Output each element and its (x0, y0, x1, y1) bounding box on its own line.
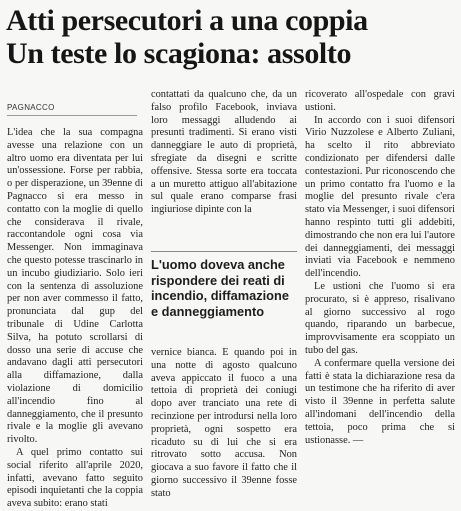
headline-line-2: Un teste lo scagiona: assolto (6, 37, 352, 70)
location-kicker: PAGNACCO (7, 103, 55, 112)
pullquote: L'uomo doveva anche rispondere dei reati di incendio, diffamazione e danneggiamento (151, 257, 289, 319)
paragraph: A quel primo contatto sui social riferito all'aprile 2020, infatti, avevano fatto seguito episodi inquietanti che la coppia aveva subito: erano stati (7, 446, 143, 510)
paragraph: contattati da qualcuno che, da un falso profilo Facebook, inviava loro messaggi alludendo ai presunti tradimenti. Si erano visti danneggiare le auto di proprietà, sfregiate da disegni e scritte offensive. Stessa sorte era toccata a un muretto attiguo all'abitazione sul quale erano comparse frasi ingiuriose dipinte con la (151, 89, 297, 216)
body-column-3 (305, 89, 455, 447)
body-column-2-top (151, 89, 297, 217)
headline-line-1: Atti persecutori a una coppia (6, 4, 368, 37)
headline (6, 4, 456, 70)
pullquote-divider (151, 251, 297, 252)
paragraph: ricoverato all'ospedale con gravi ustioni. (305, 89, 455, 113)
body-column-1 (7, 127, 143, 511)
paragraph: L'idea che la sua compagna avesse una relazione con un altro uomo era diventata per lui un'ossessione. Forse per rabbia, o per disperazione, un 39enne di Pagnacco si era messo in contatto con la moglie di quello che considerava il rivale, raccontandole ogni cosa via Messenger. Non immaginava che questo potesse trascinarlo in un incubo giudiziario. Solo ieri con la sentenza di assoluzione per non aver commesso il fatto, pronunciata dal gup del tribunale di Udine Carlotta Silva, ha potuto scrollarsi di dosso una serie di accuse che andavano dagli atti persecutori alla diffamazione, dalla violazione di domicilio all'incendio fino al danneggiamento, che il presunto rivale e la moglie gli avevano rivolto. (7, 127, 143, 446)
kicker-divider (7, 115, 137, 116)
body-column-2-bottom (151, 347, 297, 501)
paragraph: Le ustioni che l'uomo si era procurato, si è appreso, risalivano al giorno successivo al rogo quando, riparando un barbecue, improvvisamente era scoppiato un tubo del gas. (305, 280, 455, 356)
paragraph: In accordo con i suoi difensori Virio Nuzzolese e Alberto Zuliani, ha scelto il rito abbreviato condizionato per difendersi dalle contestazioni. Pur riconoscendo che un primo contatto fra l'uomo e la moglie del presunto rivale c'era stato via Messenger, i suoi difensori hanno respinto tutti gli addebiti, dimostrando che non era lui l'autore dei danneggiamenti, dei messaggi inviati via Facebook e nemmeno dell'incendio. (305, 114, 455, 280)
paragraph: A confermare quella versione dei fatti è stata la dichiarazione resa da un testimone che ha riferito di aver visto il 39enne in perfetta salute all'indomani dell'incendio della tettoia, poco prima che si ustionasse. — (305, 357, 455, 446)
paragraph: vernice bianca. E quando poi in una notte di agosto qualcuno aveva appiccato il fuoco a una tettoia di proprietà dei coniugi dopo aver tranciato una rete di recinzione per introdursi nella loro proprietà, ogni sospetto era ricaduto su di lui che si era ritrovato sotto accusa. Non giocava a suo favore il fatto che il giorno successivo il 39enne fosse stato (151, 347, 297, 499)
